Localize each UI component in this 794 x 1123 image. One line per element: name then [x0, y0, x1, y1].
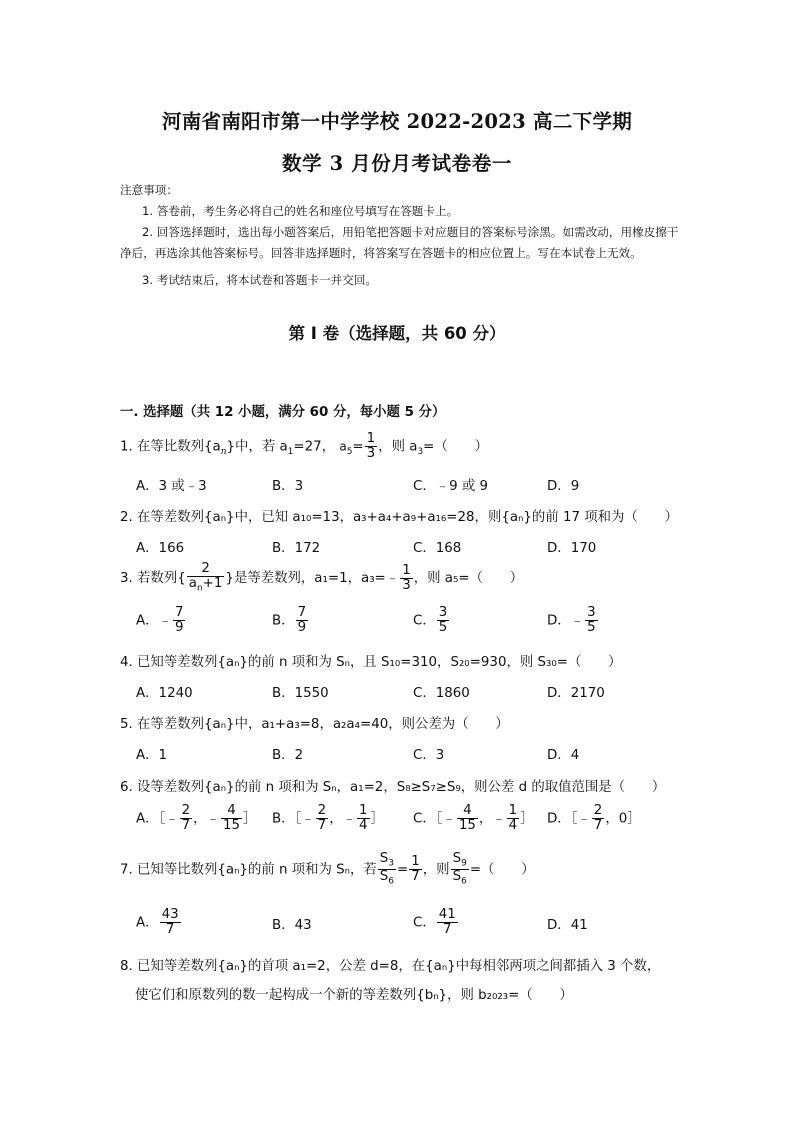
- q7-option-d: D．41: [547, 918, 588, 933]
- q3-text-c: ，则 a₅=（ ）: [413, 571, 524, 587]
- notes-item-1: 1. 答卷前，考生务必将自己的姓名和座位号填写在答题卡上。: [142, 204, 459, 218]
- notes-item-2: 2. 回答选择题时，选出每小题答案后，用铅笔把答题卡对应题目的答案标号涂黑。如需改动，用橡皮擦干净后，再选涂其他答案标号。回答非选择题时，将答案写在答题卡的相应位置上。写在本试卷上无效。: [120, 225, 679, 260]
- q1-text-a: 1. 在等比数列{a: [120, 439, 221, 455]
- question-7: [120, 852, 535, 887]
- q1-text-b: }中，若 a: [226, 439, 288, 455]
- q7-option-c: C． $\frac{41}{7}$: [413, 907, 456, 938]
- q5-option-d: D．4: [547, 748, 580, 763]
- q3-sequence-fraction: $\frac{2}{a_n+1}$: [188, 561, 223, 594]
- q1-option-c: C．﹣9 或 9: [413, 479, 489, 494]
- q3-option-c: C． $\frac{3}{5}$: [413, 605, 448, 636]
- q2-option-c: C．168: [413, 541, 462, 556]
- q3-option-a: A．﹣ $\frac{7}{9}$: [136, 605, 184, 636]
- q7-option-a: A． $\frac{43}{7}$: [136, 907, 179, 938]
- q5-option-b: B．2: [272, 748, 304, 763]
- question-5: 5. 在等差数列{aₙ}中，a₁+a₃=8，a₂a₄=40，则公差为（ ）: [120, 717, 509, 732]
- q6-option-b: B．［﹣ $\frac{2}{7}$ ，﹣ $\frac{1}{4}$ ］: [272, 803, 384, 834]
- q7-ratio-s9-s6: $\frac{S_9}{S_6}$: [452, 851, 467, 887]
- q2-option-a: A．166: [136, 541, 185, 556]
- q3-text-a: 3. 若数列{: [120, 571, 186, 587]
- q3-option-b: B． $\frac{7}{9}$: [272, 605, 307, 636]
- q5-option-c: C．3: [413, 748, 445, 763]
- notes-item-3: 3. 考试结束后，将本试卷和答题卡一并交回。: [142, 273, 378, 287]
- q4-option-b: B．1550: [272, 686, 329, 701]
- question-4: 4. 已知等差数列{aₙ}的前 n 项和为 Sₙ，且 S₁₀=310，S₂₀=930，则 S₃₀=（ ）: [120, 655, 622, 670]
- q7-text-d: =（ ）: [469, 862, 535, 878]
- q1-text-d: ，则 a: [378, 439, 418, 455]
- q6-option-c: C．［﹣ $\frac{4}{15}$ ，﹣ $\frac{1}{4}$ ］: [413, 803, 534, 834]
- exam-title-line1: 河南省南阳市第一中学学校 2022-2023 高二下学期: [161, 110, 633, 133]
- q3-option-d: D．﹣ $\frac{3}{5}$: [547, 605, 596, 636]
- notes-heading: 注意事项：: [120, 183, 178, 197]
- question-3: [120, 562, 523, 594]
- q2-option-b: B．172: [272, 541, 321, 556]
- part-title: 一. 选择题（共 12 小题，满分 60 分，每小题 5 分）: [120, 405, 446, 420]
- q1-option-a: A．3 或﹣3: [136, 479, 207, 494]
- q1-text-e: =（ ）: [423, 439, 488, 455]
- notes-block: [120, 180, 680, 291]
- q7-option-b: B．43: [272, 918, 312, 933]
- q3-fraction: $\frac{1}{3}$: [402, 562, 411, 593]
- q5-option-a: A．1: [136, 748, 168, 763]
- q4-option-a: A．1240: [136, 686, 193, 701]
- q7-text-b: =: [397, 862, 409, 878]
- q1-text-c: =27，: [293, 439, 336, 455]
- exam-title-line2: 数学 3 月份月考试卷卷一: [282, 152, 512, 175]
- q3-text-b: }是等差数列，a₁=1，a₃=﹣: [225, 571, 400, 587]
- question-8-line-2: 使它们和原数列的数一起构成一个新的等差数列{bₙ}，则 b₂₀₂₃=（ ）: [135, 988, 573, 1003]
- q6-option-d: D．［﹣ $\frac{2}{7}$ ，0］: [547, 803, 641, 834]
- question-6: 6. 设等差数列{aₙ}的前 n 项和为 Sₙ，a₁=2，S₈≥S₇≥S₉，则公差 d 的取值范围是（ ）: [120, 780, 666, 795]
- q1-fraction: $\frac{1}{3}$: [366, 431, 376, 462]
- q4-option-c: C．1860: [413, 686, 470, 701]
- section-title: 第 I 卷（选择题，共 60 分）: [288, 324, 506, 343]
- question-1: 1. 在等比数列$\{a_n\}$中，若 $a_1=27$， $a_5=$ $\frac{1}{3}$ ，则 $a_3=$（ ）: [120, 431, 488, 462]
- q1-option-d: D．9: [547, 479, 580, 494]
- q4-option-d: D．2170: [547, 686, 605, 701]
- question-8-line-1: 8. 已知等差数列{aₙ}的首项 a₁=2，公差 d=8，在{aₙ}中每相邻两项之间都插入 3 个数，: [120, 959, 661, 974]
- q7-ratio-s3-s6: $\frac{S_3}{S_6}$: [379, 851, 395, 887]
- q2-option-d: D．170: [547, 541, 597, 556]
- q7-text-c: ，则: [422, 862, 450, 878]
- q7-text-a: 7. 已知等比数列{aₙ}的前 n 项和为 Sₙ，若: [120, 862, 377, 878]
- q6-option-a: A．［﹣ $\frac{2}{7}$ ，﹣ $\frac{4}{15}$ ］: [136, 803, 257, 834]
- q7-fraction-1-7: $\frac{1}{7}$: [411, 854, 420, 885]
- question-2: 2. 在等差数列{aₙ}中，已知 a₁₀=13，a₃+a₄+a₉+a₁₆=28，则{aₙ}的前 17 项和为（ ）: [120, 510, 678, 525]
- q1-option-b: B．3: [272, 479, 304, 494]
